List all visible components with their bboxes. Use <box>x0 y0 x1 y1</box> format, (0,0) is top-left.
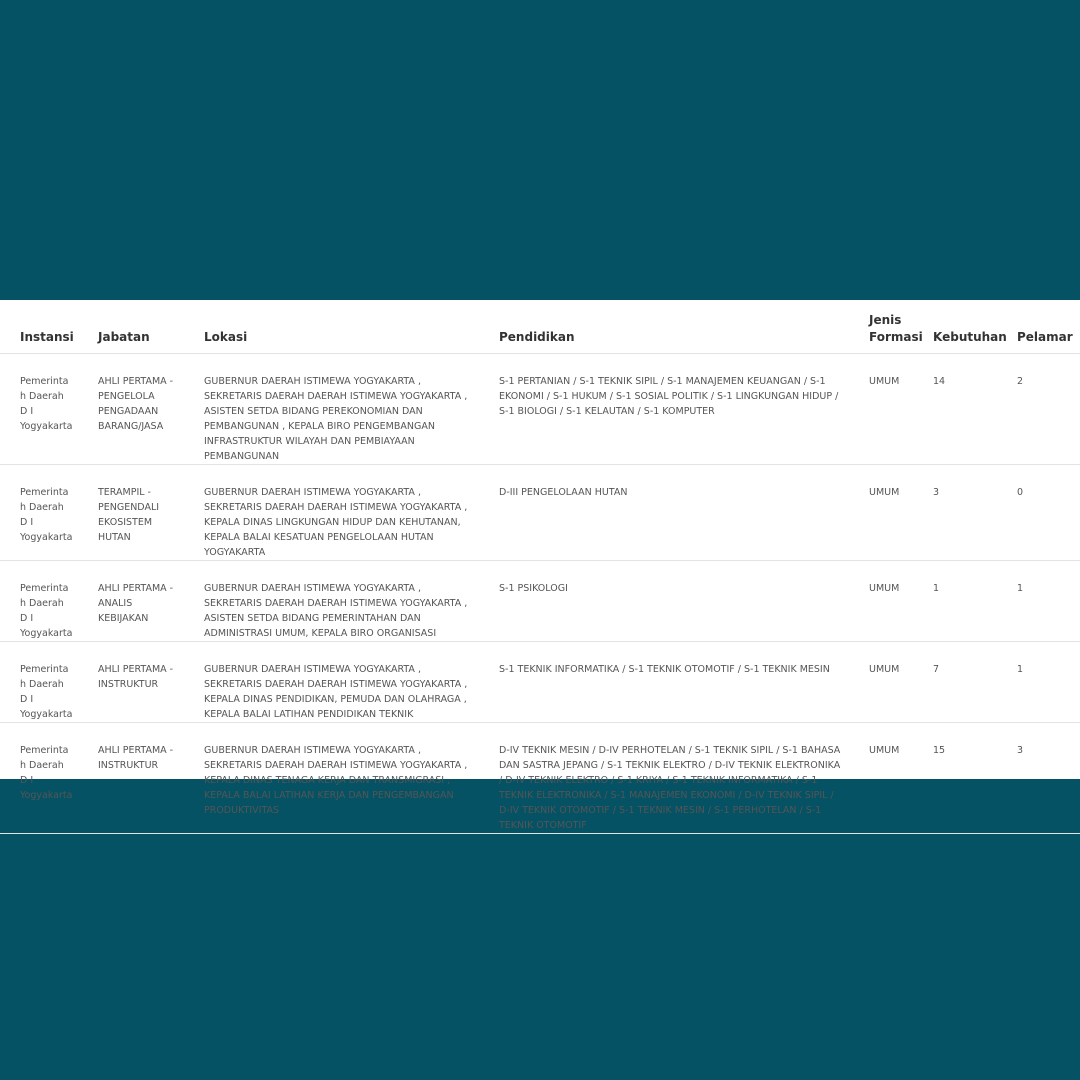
cell-kebutuhan: 1 <box>913 560 997 641</box>
cell-kebutuhan: 14 <box>913 353 997 464</box>
cell-pelamar: 0 <box>997 464 1080 560</box>
formation-table-panel <box>0 300 1080 831</box>
table-row <box>0 560 1080 641</box>
cell-lokasi: GUBERNUR DAERAH ISTIMEWA YOGYAKARTA , SEKRETARIS DAERAH DAERAH ISTIMEWA YOGYAKARTA , KEPALA DINAS PENDIDIKAN, PEMUDA DAN OLAHRAGA , KEPALA BALAI LATIHAN PENDIDIKAN TEKNIK <box>184 641 479 722</box>
header-jabatan[interactable]: Jabatan <box>78 300 184 353</box>
header-jenis-line1: Jenis <box>869 312 902 327</box>
cell-jabatan: AHLI PERTAMA - ANALIS KEBIJAKAN <box>78 560 184 641</box>
cell-pelamar: 1 <box>997 641 1080 722</box>
cell-lokasi: GUBERNUR DAERAH ISTIMEWA YOGYAKARTA , SEKRETARIS DAERAH DAERAH ISTIMEWA YOGYAKARTA , ASISTEN SETDA BIDANG PEREKONOMIAN DAN PEMBANGUNAN , KEPALA BIRO PENGEMBANGAN INFRASTRUKTUR WILAYAH DAN PEMBIAYAAN PEMBANGUNAN <box>184 353 479 464</box>
cell-jabatan: AHLI PERTAMA - PENGELOLA PENGADAAN BARANG/JASA <box>78 353 184 464</box>
cell-jabatan: AHLI PERTAMA - INSTRUKTUR <box>78 641 184 722</box>
table-row <box>0 353 1080 464</box>
cell-pendidikan: S-1 PERTANIAN / S-1 TEKNIK SIPIL / S-1 MANAJEMEN KEUANGAN / S-1 EKONOMI / S-1 HUKUM / S-1 SOSIAL POLITIK / S-1 LINGKUNGAN HIDUP / S-1 BIOLOGI / S-1 KELAUTAN / S-1 KOMPUTER <box>479 353 849 464</box>
table-header <box>0 300 1080 353</box>
cell-jenis-formasi: UMUM <box>849 641 913 722</box>
cell-jabatan: AHLI PERTAMA - INSTRUKTUR <box>78 722 184 833</box>
table-body <box>0 353 1080 833</box>
table-row <box>0 722 1080 833</box>
cell-lokasi: GUBERNUR DAERAH ISTIMEWA YOGYAKARTA , SEKRETARIS DAERAH DAERAH ISTIMEWA YOGYAKARTA , KEPALA DINAS LINGKUNGAN HIDUP DAN KEHUTANAN, KEPALA BALAI KESATUAN PENGELOLAAN HUTAN YOGYAKARTA <box>184 464 479 560</box>
formation-table <box>0 300 1080 834</box>
header-jenis-formasi[interactable] <box>849 300 923 353</box>
cell-instansi: Pemerintah Daerah D I Yogyakarta <box>0 464 78 560</box>
header-jenis-line2: Formasi <box>869 329 923 344</box>
cell-jenis-formasi: UMUM <box>849 560 913 641</box>
cell-instansi: Pemerintah Daerah D I Yogyakarta <box>0 722 78 833</box>
cell-pendidikan: S-1 PSIKOLOGI <box>479 560 849 641</box>
cell-pendidikan: S-1 TEKNIK INFORMATIKA / S-1 TEKNIK OTOMOTIF / S-1 TEKNIK MESIN <box>479 641 849 722</box>
cell-jabatan: TERAMPIL - PENGENDALI EKOSISTEM HUTAN <box>78 464 184 560</box>
cell-jenis-formasi: UMUM <box>849 353 913 464</box>
table-row <box>0 641 1080 722</box>
header-kebutuhan[interactable]: Kebutuhan <box>913 300 997 353</box>
header-row <box>0 300 1080 353</box>
header-instansi[interactable]: Instansi <box>0 300 78 353</box>
cell-kebutuhan: 7 <box>913 641 997 722</box>
cell-jenis-formasi: UMUM <box>849 464 913 560</box>
cell-pendidikan: D-IV TEKNIK MESIN / D-IV PERHOTELAN / S-1 TEKNIK SIPIL / S-1 BAHASA DAN SASTRA JEPANG / S-1 TEKNIK ELEKTRO / D-IV TEKNIK ELEKTRONIKA / D-IV TEKNIK ELEKTRO / S-1 KRIYA / S-1 TEKNIK INFORMATIKA / S-1 TEKNIK ELEKTRONIKA / S-1 MANAJEMEN EKONOMI / D-IV TEKNIK SIPIL / D-IV TEKNIK OTOMOTIF / S-1 TEKNIK MESIN / S-1 PERHOTELAN / S-1 TEKNIK OTOMOTIF <box>479 722 849 833</box>
cell-pelamar: 3 <box>997 722 1080 833</box>
cell-instansi: Pemerintah Daerah D I Yogyakarta <box>0 560 78 641</box>
cell-pendidikan: D-III PENGELOLAAN HUTAN <box>479 464 849 560</box>
cell-lokasi: GUBERNUR DAERAH ISTIMEWA YOGYAKARTA , SEKRETARIS DAERAH DAERAH ISTIMEWA YOGYAKARTA , ASISTEN SETDA BIDANG PEMERINTAHAN DAN ADMINISTRASI UMUM, KEPALA BIRO ORGANISASI <box>184 560 479 641</box>
header-lokasi[interactable]: Lokasi <box>184 300 479 353</box>
cell-instansi: Pemerintah Daerah D I Yogyakarta <box>0 353 78 464</box>
cell-pelamar: 1 <box>997 560 1080 641</box>
cell-kebutuhan: 15 <box>913 722 997 833</box>
cell-jenis-formasi: UMUM <box>849 722 913 833</box>
cell-kebutuhan: 3 <box>913 464 997 560</box>
cell-pelamar: 2 <box>997 353 1080 464</box>
cell-instansi: Pemerintah Daerah D I Yogyakarta <box>0 641 78 722</box>
cell-lokasi: GUBERNUR DAERAH ISTIMEWA YOGYAKARTA , SEKRETARIS DAERAH DAERAH ISTIMEWA YOGYAKARTA , KEPALA DINAS TENAGA KERJA DAN TRANSMIGRASI , KEPALA BALAI LATIHAN KERJA DAN PENGEMBANGAN PRODUKTIVITAS <box>184 722 479 833</box>
table-row <box>0 464 1080 560</box>
header-pendidikan[interactable]: Pendidikan <box>479 300 849 353</box>
header-pelamar[interactable]: Pelamar <box>997 300 1080 353</box>
